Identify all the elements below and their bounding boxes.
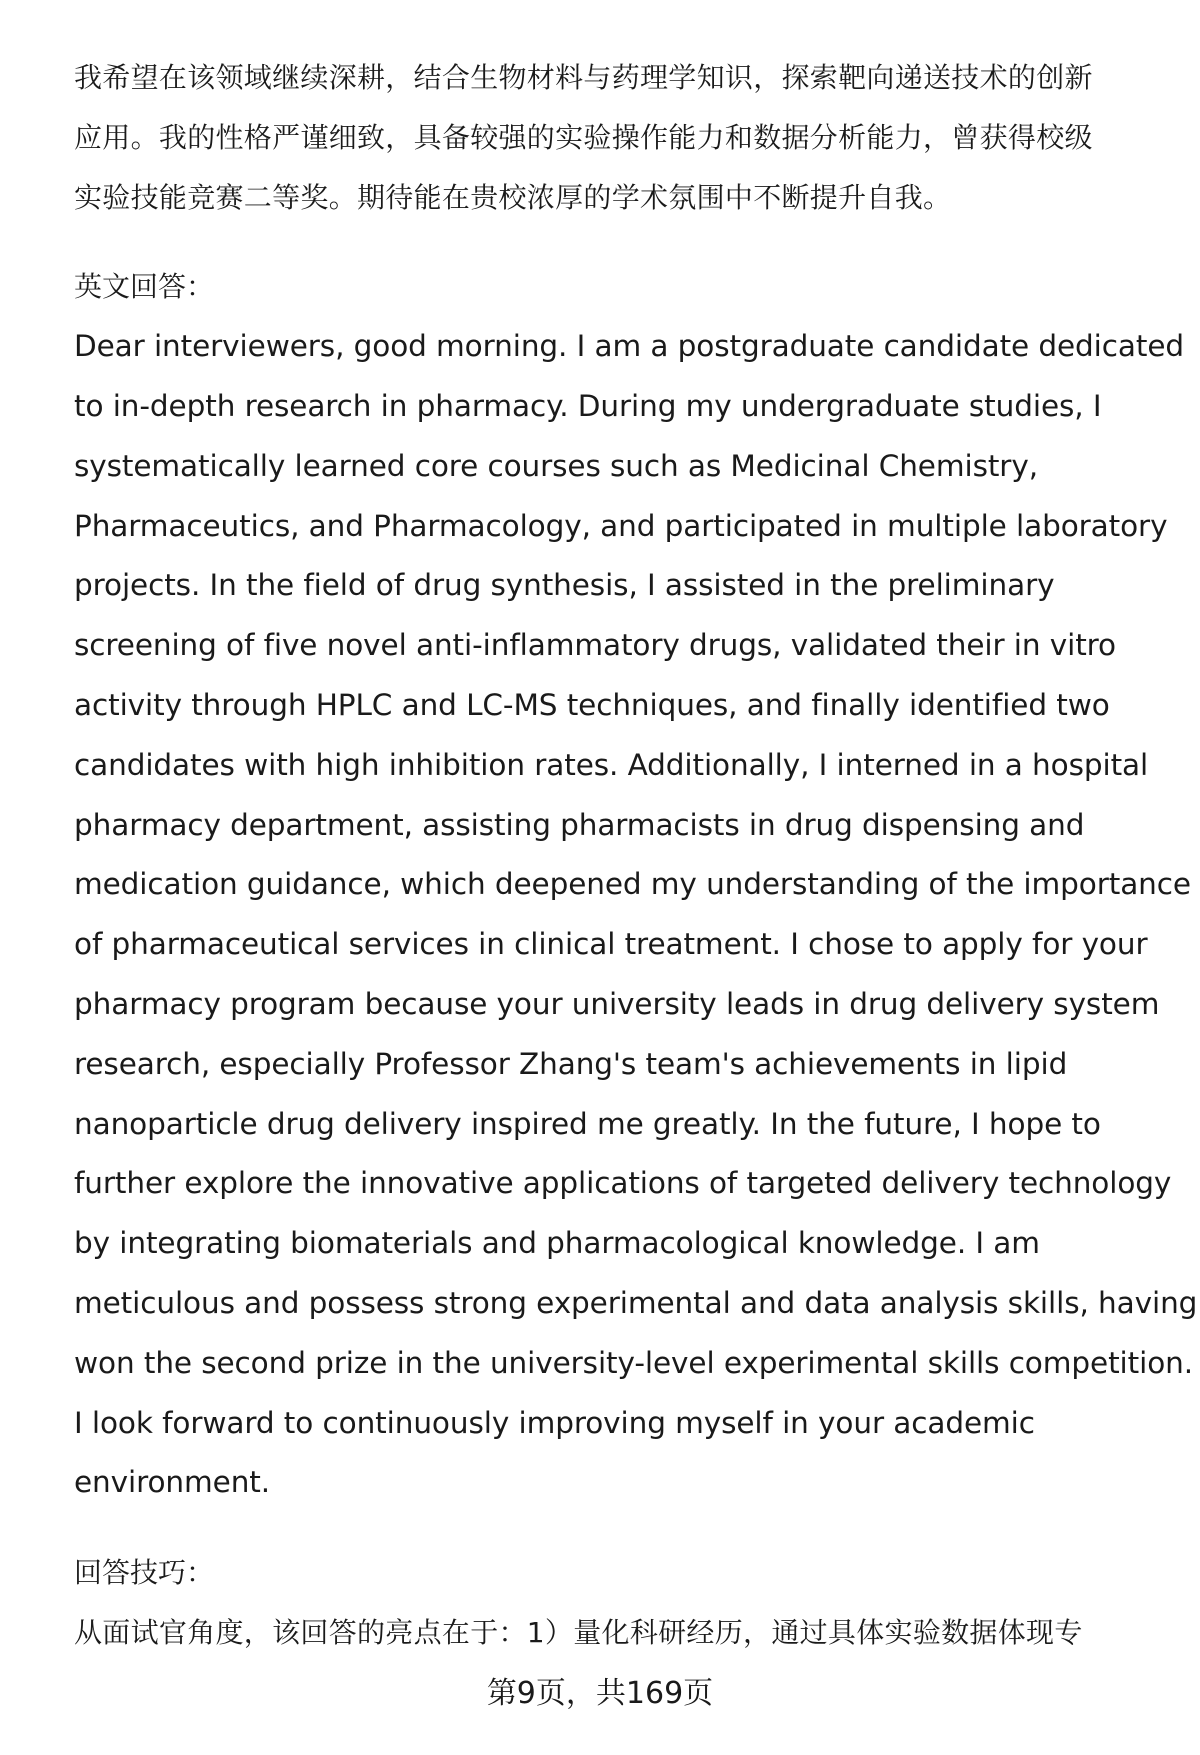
answer-tips-heading: 回答技巧： [74, 1556, 215, 1590]
text-line: 实验技能竞赛二等奖。期待能在贵校浓厚的学术氛围中不断提升自我。 [74, 180, 952, 214]
text-line: projects. In the field of drug synthesis, I assisted in the preliminary [74, 568, 1055, 603]
text-line: to in-depth research in pharmacy. During my undergraduate studies, I [74, 388, 1102, 423]
text-line: medication guidance, which deepened my understanding of the importance [74, 867, 1191, 902]
answer-tips-paragraph [74, 1603, 1164, 1663]
text-line: research, especially Professor Zhang's team's achievements in lipid [74, 1046, 1068, 1081]
text-line: pharmacy program because your university leads in drug delivery system [74, 986, 1160, 1021]
page-number: 第9页，共169页 [486, 1676, 714, 1711]
text-line: won the second prize in the university-level experimental skills competition. [74, 1345, 1194, 1380]
text-line: Dear interviewers, good morning. I am a postgraduate candidate dedicated [74, 329, 1185, 364]
text-line: by integrating biomaterials and pharmacological knowledge. I am [74, 1226, 1040, 1261]
text-line: pharmacy department, assisting pharmacists in drug dispensing and [74, 807, 1085, 842]
text-line: 从面试官角度，该回答的亮点在于：1）量化科研经历，通过具体实验数据体现专 [74, 1615, 1083, 1649]
intro-chinese-paragraph [74, 48, 1164, 227]
text-line: systematically learned core courses such as Medicinal Chemistry, [74, 448, 1038, 483]
text-line: meticulous and possess strong experimental and data analysis skills, having [74, 1285, 1198, 1320]
text-line: environment. [74, 1465, 271, 1500]
document-page [74, 48, 1198, 1663]
text-line: candidates with high inhibition rates. Additionally, I interned in a hospital [74, 747, 1149, 782]
text-line: nanoparticle drug delivery inspired me greatly. In the future, I hope to [74, 1106, 1101, 1141]
text-line: of pharmaceutical services in clinical treatment. I chose to apply for your [74, 927, 1148, 962]
english-answer-heading: 英文回答： [74, 270, 215, 304]
text-line: Pharmaceutics, and Pharmacology, and participated in multiple laboratory [74, 508, 1168, 543]
text-line: activity through HPLC and LC-MS techniques, and finally identified two [74, 687, 1110, 722]
english-answer-paragraph [74, 317, 1198, 1513]
text-line: screening of five novel anti-inflammatory drugs, validated their in vitro [74, 628, 1117, 663]
text-line: I look forward to continuously improving myself in your academic [74, 1405, 1035, 1440]
text-line: 应用。我的性格严谨细致，具备较强的实验操作能力和数据分析能力，曾获得校级 [74, 120, 1093, 154]
text-line: further explore the innovative applications of targeted delivery technology [74, 1166, 1172, 1201]
text-line: 我希望在该领域继续深耕，结合生物材料与药理学知识，探索靶向递送技术的创新 [74, 61, 1093, 94]
